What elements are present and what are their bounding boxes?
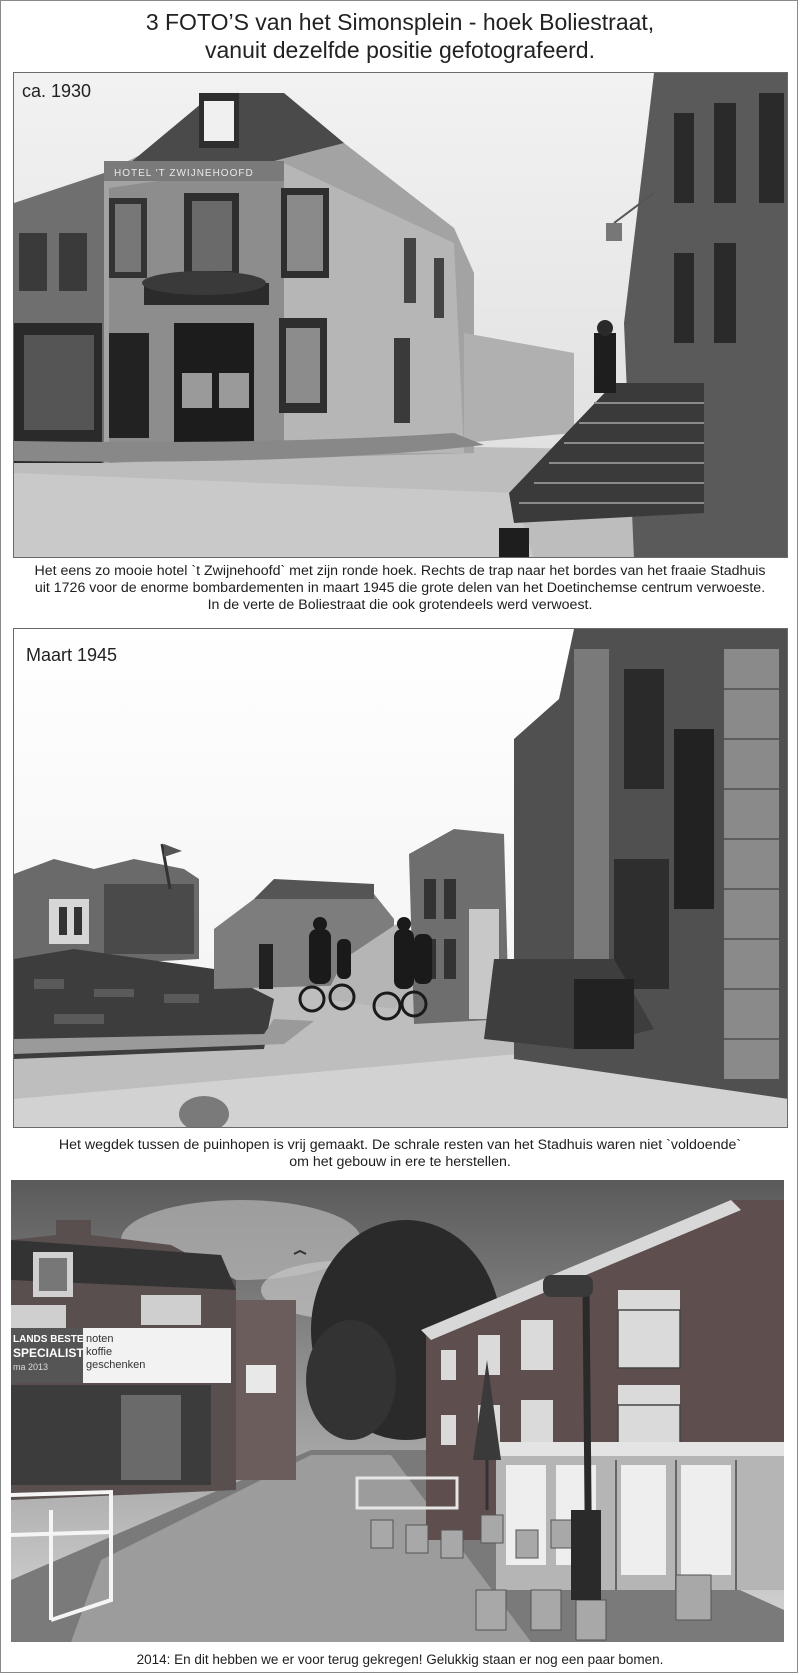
title-line-1: 3 FOTO’S van het Simonsplein - hoek Boliestraat, [145, 9, 655, 35]
shop-sign-left-3: ma 2013 [13, 1362, 49, 1372]
caption-line: uit 1726 voor de enorme bombardementen in maart 1945 die grote delen van het Doetinchemse centrum verwoeste. [34, 580, 766, 596]
caption-1930 [0, 563, 800, 614]
photo-1930-label: ca. 1930 [22, 81, 92, 101]
caption-line: In de verte de Boliestraat die ook grotendeels werd verwoest. [207, 597, 593, 613]
caption-line: Het eens zo mooie hotel `t Zwijnehoofd` met zijn ronde hoek. Rechts de trap naar het bordes van het fraaie Stadhuis [34, 563, 766, 579]
photo-2014 [11, 1180, 784, 1642]
caption-line: Het wegdek tussen de puinhopen is vrij gemaakt. De schrale resten van het Stadhuis waren niet `voldoende` [58, 1137, 742, 1153]
shop-sign-left: LANDS BESTE [13, 1334, 84, 1345]
photo-1945 [13, 628, 788, 1128]
shop-sign-geschenken: geschenken [86, 1359, 146, 1371]
hotel-sign-text: HOTEL 'T ZWIJNEHOOFD [114, 168, 254, 179]
photo-1945-image [14, 629, 788, 1128]
title-line-2: vanuit dezelfde positie gefotografeerd. [205, 37, 595, 63]
shop-sign-koffie: koffie [86, 1346, 113, 1358]
photo-1930-image [14, 73, 788, 558]
photo-1945-label: Maart 1945 [26, 645, 118, 665]
photo-2014-image [11, 1180, 784, 1642]
shop-sign-noten: noten [86, 1333, 114, 1345]
caption-1945 [0, 1137, 800, 1171]
caption-line: om het gebouw in ere te herstellen. [289, 1154, 511, 1170]
photo-1930 [13, 72, 788, 558]
shop-sign-left-2: SPECIALIST [13, 1346, 84, 1360]
caption-line: 2014: En dit hebben we er voor terug gekregen! Gelukkig staan er nog een paar bomen. [136, 1652, 664, 1667]
caption-2014 [0, 1651, 800, 1668]
title [0, 8, 800, 64]
